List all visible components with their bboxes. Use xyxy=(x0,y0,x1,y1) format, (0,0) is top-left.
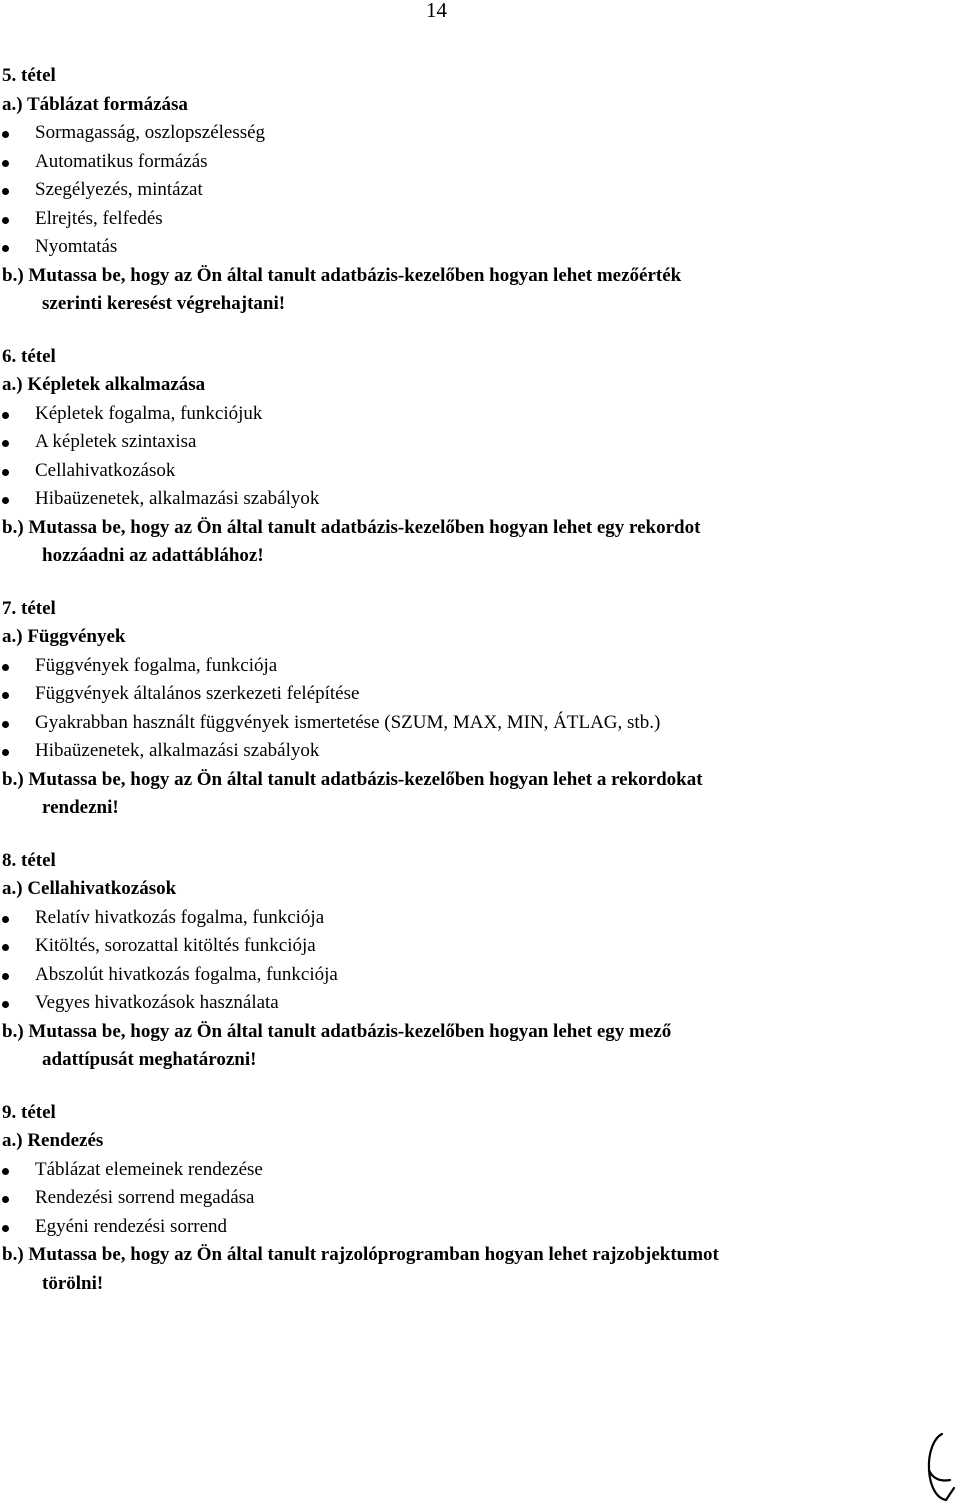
section-6 xyxy=(0,343,960,571)
bullet-icon xyxy=(2,1196,9,1203)
list-item: Automatikus formázás xyxy=(0,148,960,177)
page-number: 14 xyxy=(426,0,447,22)
list-item: Kitöltés, sorozattal kitöltés funkciója xyxy=(0,932,960,961)
section-7 xyxy=(0,595,960,823)
section-9 xyxy=(0,1099,960,1299)
list-item: Vegyes hivatkozások használata xyxy=(0,989,960,1018)
section-title: 7. tétel xyxy=(2,597,56,619)
list-item: Rendezési sorrend megadása xyxy=(0,1184,960,1213)
section-title: 9. tétel xyxy=(2,1101,56,1123)
list-item: Cellahivatkozások xyxy=(0,457,960,486)
subtopic-b-task xyxy=(0,1018,877,1075)
subtopic-b-task xyxy=(0,1241,877,1298)
topic-list xyxy=(0,1156,960,1242)
task-line-2: törölni! xyxy=(42,1272,104,1294)
bullet-icon xyxy=(2,664,9,671)
task-line-1: b.) Mutassa be, hogy az Ön által tanult adatbázis-kezelőben hogyan lehet egy rekordot xyxy=(2,516,701,538)
bullet-icon xyxy=(2,916,9,923)
bullet-icon xyxy=(2,973,9,980)
subtopic-a-title: a.) Rendezés xyxy=(2,1130,104,1151)
bullet-icon xyxy=(2,721,9,728)
bullet-icon xyxy=(2,188,9,195)
task-line-2: adattípusát meghatározni! xyxy=(42,1049,257,1070)
topic-list xyxy=(0,400,960,514)
bullet-icon xyxy=(2,1168,9,1175)
bullet-icon xyxy=(2,1225,9,1232)
list-item: Függvények általános szerkezeti felépítése xyxy=(0,680,960,709)
bullet-icon xyxy=(2,440,9,447)
section-5 xyxy=(0,62,960,319)
bullet-icon xyxy=(2,1001,9,1008)
list-item: Hibaüzenetek, alkalmazási szabályok xyxy=(0,485,960,514)
task-line-1: b.) Mutassa be, hogy az Ön által tanult adatbázis-kezelőben hogyan lehet mezőérték xyxy=(2,264,682,286)
bullet-icon xyxy=(2,160,9,167)
topic-list xyxy=(0,119,960,262)
task-line-2: szerinti keresést végrehajtani! xyxy=(42,293,286,314)
task-line-1: b.) Mutassa be, hogy az Ön által tanult rajzolóprogramban hogyan lehet rajzobjektumot xyxy=(2,1244,719,1265)
bullet-icon xyxy=(2,412,9,419)
bullet-icon xyxy=(2,217,9,224)
exam-topics xyxy=(0,62,960,1322)
bullet-icon xyxy=(2,944,9,951)
handwritten-signature xyxy=(920,1428,960,1505)
subtopic-b-task xyxy=(0,514,877,571)
bullet-icon xyxy=(2,749,9,756)
subtopic-a-title: a.) Cellahivatkozások xyxy=(2,878,177,899)
bullet-icon xyxy=(2,131,9,138)
list-item: Nyomtatás xyxy=(0,233,960,262)
bullet-icon xyxy=(2,692,9,699)
list-item: Függvények fogalma, funkciója xyxy=(0,652,960,681)
topic-list xyxy=(0,652,960,766)
task-line-2: hozzáadni az adattáblához! xyxy=(42,545,264,566)
list-item: Relatív hivatkozás fogalma, funkciója xyxy=(0,904,960,933)
task-line-1: b.) Mutassa be, hogy az Ön által tanult adatbázis-kezelőben hogyan lehet a rekordokat xyxy=(2,768,703,790)
section-title: 6. tétel xyxy=(2,345,56,367)
list-item: A képletek szintaxisa xyxy=(0,428,960,457)
list-item: Gyakrabban használt függvények ismertetése (SZUM, MAX, MIN, ÁTLAG, stb.) xyxy=(0,709,960,738)
subtopic-b-task xyxy=(0,766,877,823)
section-8 xyxy=(0,847,960,1075)
task-line-2: rendezni! xyxy=(42,797,119,818)
section-title: 8. tétel xyxy=(2,849,56,871)
list-item: Szegélyezés, mintázat xyxy=(0,176,960,205)
bullet-icon xyxy=(2,245,9,252)
section-title: 5. tétel xyxy=(2,65,56,86)
subtopic-a-title: a.) Függvények xyxy=(2,626,126,647)
list-item: Egyéni rendezési sorrend xyxy=(0,1213,960,1242)
list-item: Képletek fogalma, funkciójuk xyxy=(0,400,960,429)
list-item: Elrejtés, felfedés xyxy=(0,205,960,234)
list-item: Hibaüzenetek, alkalmazási szabályok xyxy=(0,737,960,766)
subtopic-a-title: a.) Képletek alkalmazása xyxy=(2,374,206,395)
list-item: Táblázat elemeinek rendezése xyxy=(0,1156,960,1185)
task-line-1: b.) Mutassa be, hogy az Ön által tanult adatbázis-kezelőben hogyan lehet egy mező xyxy=(2,1020,672,1042)
list-item: Sormagasság, oszlopszélesség xyxy=(0,119,960,148)
subtopic-a-title: a.) Táblázat formázása xyxy=(2,93,188,115)
list-item: Abszolút hivatkozás fogalma, funkciója xyxy=(0,961,960,990)
topic-list xyxy=(0,904,960,1018)
bullet-icon xyxy=(2,497,9,504)
bullet-icon xyxy=(2,469,9,476)
subtopic-b-task xyxy=(0,262,877,319)
